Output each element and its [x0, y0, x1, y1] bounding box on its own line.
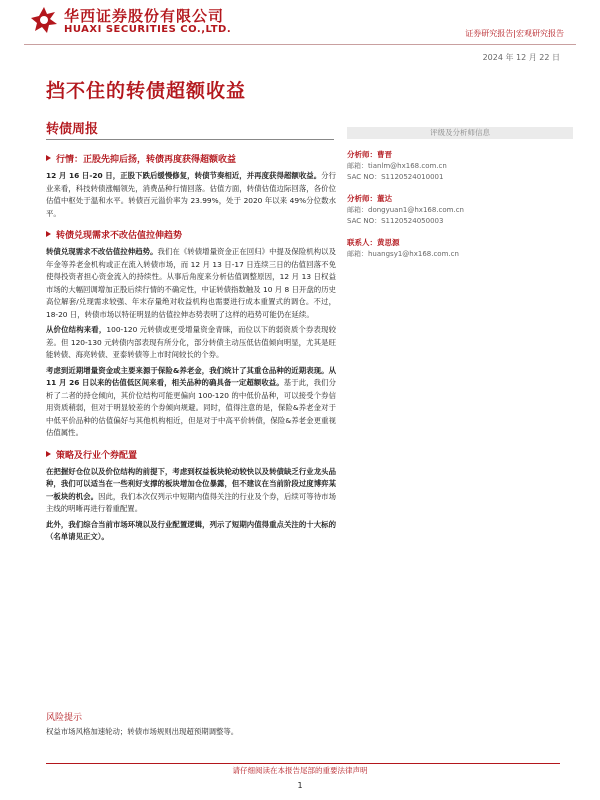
analyst-panel-heading: 评级及分析师信息	[347, 127, 573, 139]
contact-name: 联系人：黄思源	[347, 238, 400, 247]
section-heading: 转债兑现需求不改估值拉伸趋势	[46, 228, 336, 241]
section-heading: 行情：正股先抑后扬，转债再度获得超额收益	[46, 152, 336, 165]
section-heading: 策略及行业个券配置	[46, 448, 336, 461]
report-title: 挡不住的转债超额收益	[46, 80, 247, 102]
triangle-bullet-icon	[46, 451, 51, 457]
body-paragraph: 此外，我们综合当前市场环境以及行业配置逻辑，列示了短期内值得重点关注的十大标的（名单请见正文）。	[46, 519, 336, 541]
analyst-email: 邮箱：dongyuan1@hx168.com.cn	[347, 206, 464, 214]
analyst-email: 邮箱：tianlm@hx168.com.cn	[347, 162, 447, 170]
analyst-entry	[347, 193, 573, 227]
section-title: 转债周报	[46, 122, 99, 137]
report-type-label: 证券研究报告|宏观研究报告	[465, 29, 564, 38]
footer-divider	[46, 763, 560, 764]
analyst-sac: SAC NO：S1120524050003	[347, 217, 444, 225]
report-body	[46, 152, 336, 552]
analyst-sac: SAC NO：S1120524010001	[347, 173, 444, 181]
company-name-cn: 华西证券股份有限公司	[64, 7, 225, 25]
risk-text: 权益市场风格加速轮动；转债市场规则出现超预期调整等。	[46, 727, 239, 736]
analyst-panel	[347, 127, 573, 260]
footer-disclaimer: 请仔细阅读在本报告尾部的重要法律声明	[232, 766, 368, 775]
page-number: 1	[297, 781, 303, 790]
analyst-entry	[347, 237, 573, 260]
analyst-name: 分析师：董达	[347, 194, 392, 203]
section-strategy	[46, 448, 336, 544]
header-divider	[24, 44, 576, 45]
section-valuation	[46, 228, 336, 440]
body-paragraph: 考虑到近期增量资金或主要来源于保险&养老金，我们统计了其重仓品种的近期表现。从 11 月 26 日以来的估值低区间来看，相关品种的确具备一定超额收益。基于此，我们分析了二者的持仓倾向，其价位结构可能更偏向 100-120 的中低价品种，可以接受个券信用资质稍弱，但对于明显较差的个券倾向规避。同时，值得注意的是，保险&养老金对于中低平价品种的估值偏好与其他机构相近，但是对于中高平价转债，保险&养老金更重视估值属性。	[46, 365, 336, 437]
body-paragraph: 在把握好仓位以及价位结构的前提下，考虑到权益板块轮动较快以及转债缺乏行业龙头品种，我们可以适当在一些利好支撑的板块增加仓位暴露，但不建议在当前阶段过度博弈某一板块的机会。因此，我们本次仅列示中短期内值得关注的行业及个券，后续可等待市场主线的明晰再进行着重配置。	[46, 466, 336, 513]
triangle-bullet-icon	[46, 231, 51, 237]
body-paragraph: 12 月 16 日-20 日，正股下跌后缓慢修复，转债节奏相近，并再度获得超额收益。分行业来看，科技转债涨幅领先，消费品种行情回落。估值方面，转债估值边际回落，各价位估值中枢处于温和水平。转债百元溢价率为 23.99%，处于 2020 年以来 49%分位数水平。	[46, 171, 336, 218]
contact-email: 邮箱：huangsy1@hx168.com.cn	[347, 250, 459, 258]
section-divider	[46, 139, 334, 140]
body-paragraph: 从价位结构来看，100-120 元转债或更受增量资金青睐，而位以下的弱资质个券表现较差。但 120-130 元转债内部表现有所分化，部分转债主动压低估值倾向明显，尤其是旺能转债、海亮转债、亚泰转债等上市时间较长的个券。	[46, 325, 336, 359]
report-date: 2024 年 12 月 22 日	[482, 53, 560, 62]
analyst-entry	[347, 149, 573, 183]
body-paragraph: 转债兑现需求不改估值拉伸趋势。我们在《转债增量资金正在回归》中提及保险机构以及年金等养老金机构或正在流入转债市场，而 12 月 13 日-17 日连续三日的估值回落不免使得投资者担心资金流入的持续性。从事后角度来分析估值调整原因，12 月 13 日权益市场的大幅回调增加正股后续行情的不确定性，中证转债指数触及 10 月 8 日开盘的历史高位解套/兑现需求较强、年末存量绝对收益机构也需要进行成本重置式的调仓。不过，18-20 日，转债市场以特征明显的估值拉伸态势表明了这样的趋势可能仍在延续。	[46, 247, 336, 319]
risk-title: 风险提示	[46, 713, 83, 723]
company-name-en: HUAXI SECURITIES CO.,LTD.	[64, 24, 232, 35]
section-market	[46, 152, 336, 220]
huaxi-logo-icon	[30, 6, 58, 34]
report-header	[0, 0, 600, 62]
analyst-name: 分析师：曹晋	[347, 150, 392, 159]
triangle-bullet-icon	[46, 155, 51, 161]
